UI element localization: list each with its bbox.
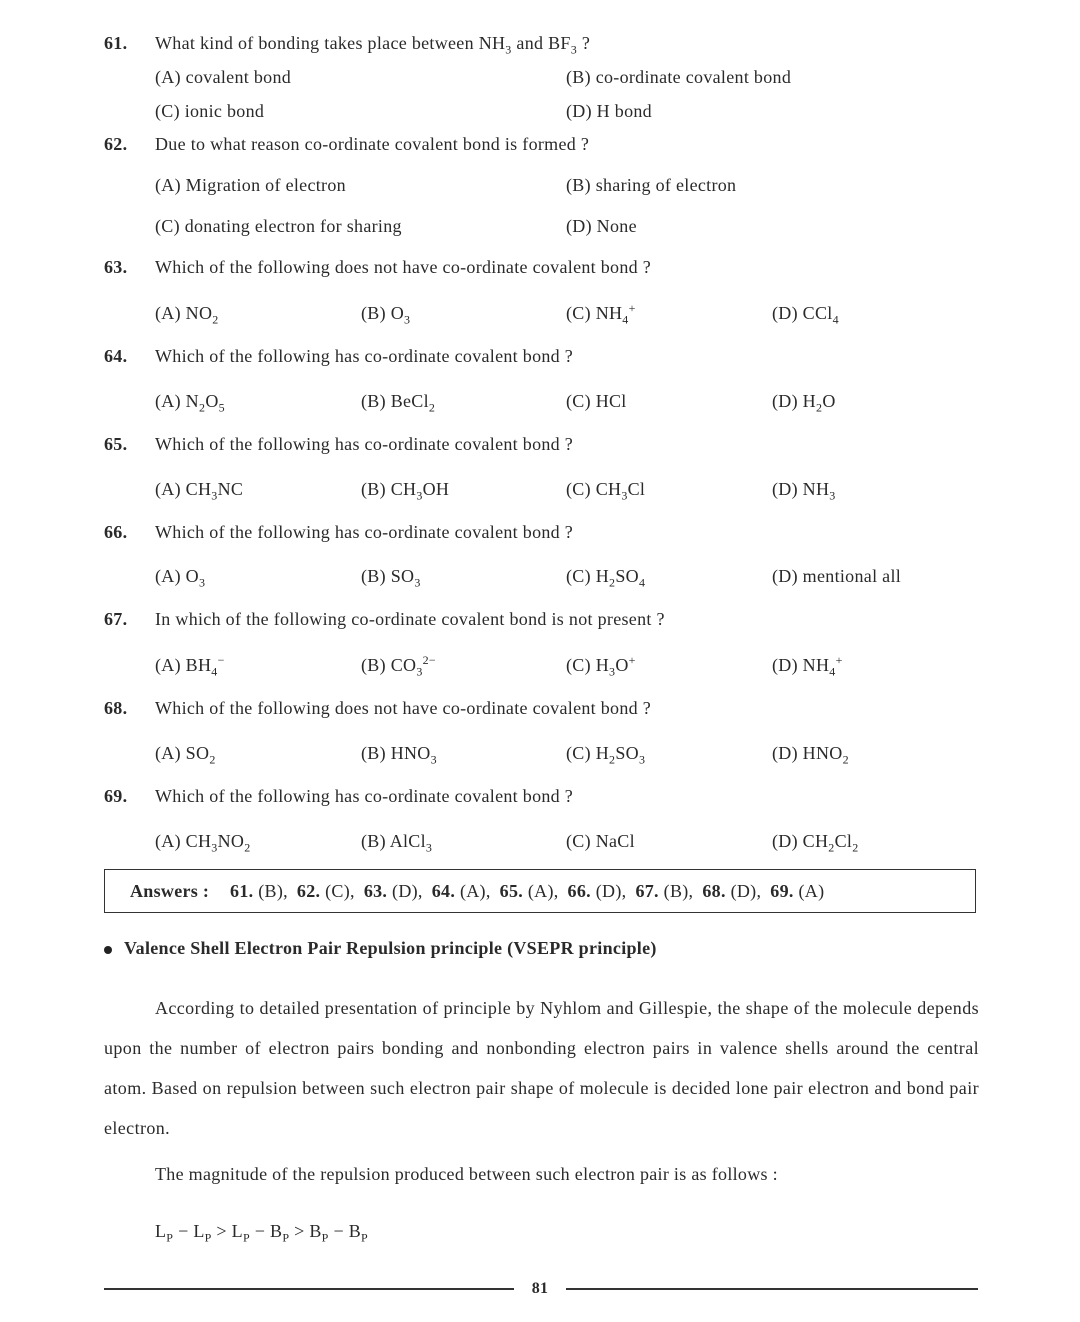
question-64 [0, 343, 1080, 369]
option-c: (C) HCl [566, 391, 627, 411]
option-a: (A) $N_2O_5$ [155, 391, 225, 415]
footer-rule-left [104, 1288, 514, 1290]
option-c: (C) $H_2SO_4$ [566, 566, 646, 590]
option-b: (B) $CH_3OH$ [361, 479, 450, 503]
option-b: (B) $CO_3^{2-}$ [361, 653, 436, 679]
answer-item: 69. (A) [770, 881, 825, 901]
repulsion-order-formula: $L_P - L_P > L_P - B_P > B_P - B_P$ [155, 1221, 368, 1245]
question-67 [0, 606, 1080, 632]
question-number: 69. [104, 786, 128, 806]
option-d: (D) None [566, 216, 637, 236]
question-text: Which of the following has co-ordinate covalent bond ? [155, 434, 574, 454]
option-b: (B) AlCl$_3$ [361, 831, 433, 855]
footer-rule-right [566, 1288, 978, 1290]
option-b: (B) co-ordinate covalent bond [566, 67, 792, 87]
option-c: (C) $H_2SO_3$ [566, 743, 646, 767]
question-text: Which of the following has co-ordinate covalent bond ? [155, 522, 574, 542]
question-text: Which of the following does not have co-ordinate covalent bond ? [155, 257, 652, 277]
option-d: (D) $NH_3$ [772, 479, 836, 503]
question-number: 65. [104, 434, 128, 454]
answer-item: 64. (A), [431, 881, 491, 901]
question-number: 62. [104, 134, 128, 154]
option-d: (D) $HNO_2$ [772, 743, 849, 767]
question-text: What kind of bonding takes place between $NH_3$ and $BF_3$ ? [155, 33, 591, 57]
option-b: (B) sharing of electron [566, 175, 737, 195]
question-65 [0, 431, 1080, 457]
option-a: (A) $O_3$ [155, 566, 206, 590]
question-text: Due to what reason co-ordinate covalent bond is formed ? [155, 134, 590, 154]
option-d: (D) H bond [566, 101, 652, 121]
question-66 [0, 519, 1080, 545]
question-number: 61. [104, 33, 128, 53]
answer-key [130, 878, 824, 904]
section-heading-text: Valence Shell Electron Pair Repulsion principle (VSEPR principle) [124, 938, 657, 958]
section-paragraph-text: According to detailed presentation of principle by Nyhlom and Gillespie, the shape of the molecule depends upon the number of electron pairs bonding and nonbonding electron pairs in valence shells around the central atom. Based on repulsion between such electron pair shape of molecule is decided lone pair electron and bond pair electron. [104, 998, 979, 1138]
option-c: (C) NaCl [566, 831, 635, 851]
section-paragraph [104, 988, 979, 1148]
bullet-icon [104, 946, 112, 954]
option-b: (B) $O_3$ [361, 303, 411, 327]
option-a: (A) $CH_3NO_2$ [155, 831, 251, 855]
option-a: (A) covalent bond [155, 67, 292, 87]
option-c: (C) $CH_3Cl$ [566, 479, 646, 503]
option-a: (A) $NO_2$ [155, 303, 219, 327]
page-number: 81 [531, 1280, 549, 1297]
option-c: (C) ionic bond [155, 101, 265, 121]
answer-key-label: Answers : [130, 881, 210, 901]
option-a: (A) $CH_3NC$ [155, 479, 244, 503]
question-number: 66. [104, 522, 128, 542]
answer-item: 63. (D), [363, 881, 423, 901]
question-text: Which of the following has co-ordinate covalent bond ? [155, 786, 574, 806]
answer-key-items [230, 881, 824, 901]
question-68 [0, 695, 1080, 721]
question-text: Which of the following has co-ordinate covalent bond ? [155, 346, 574, 366]
answer-item: 61. (B), [230, 881, 288, 901]
option-d: (D) $NH_4^+$ [772, 653, 843, 679]
question-62 [0, 131, 1080, 157]
option-d: (D) CCl$_4$ [772, 303, 839, 327]
option-b: (B) $HNO_3$ [361, 743, 437, 767]
option-c: (C) donating electron for sharing [155, 216, 402, 236]
answer-item: 65. (A), [499, 881, 559, 901]
answer-item: 66. (D), [567, 881, 627, 901]
question-number: 63. [104, 257, 128, 277]
question-text: Which of the following does not have co-ordinate covalent bond ? [155, 698, 652, 718]
question-number: 64. [104, 346, 128, 366]
question-63 [0, 254, 1080, 280]
option-d: (D) mentional all [772, 566, 902, 586]
option-a: (A) $SO_2$ [155, 743, 216, 767]
section-paragraph-2: The magnitude of the repulsion produced between such electron pair is as follows : [155, 1164, 778, 1184]
option-a: (A) $BH_4^-$ [155, 653, 225, 679]
option-d: (D) $H_2O$ [772, 391, 836, 415]
option-b: (B) BeCl$_2$ [361, 391, 436, 415]
answer-item: 68. (D), [702, 881, 762, 901]
question-number: 68. [104, 698, 128, 718]
answer-item: 62. (C), [296, 881, 355, 901]
option-c: (C) $H_3O^+$ [566, 653, 636, 679]
option-d: (D) $CH_2Cl_2$ [772, 831, 859, 855]
question-number: 67. [104, 609, 128, 629]
option-b: (B) $SO_3$ [361, 566, 421, 590]
option-c: (C) $NH_4^+$ [566, 301, 636, 327]
answer-item: 67. (B), [635, 881, 694, 901]
option-a: (A) Migration of electron [155, 175, 346, 195]
question-text: In which of the following co-ordinate covalent bond is not present ? [155, 609, 665, 629]
question-61 [0, 30, 1080, 56]
section-heading [104, 935, 657, 961]
answer-key-box [104, 869, 976, 913]
question-69 [0, 783, 1080, 809]
